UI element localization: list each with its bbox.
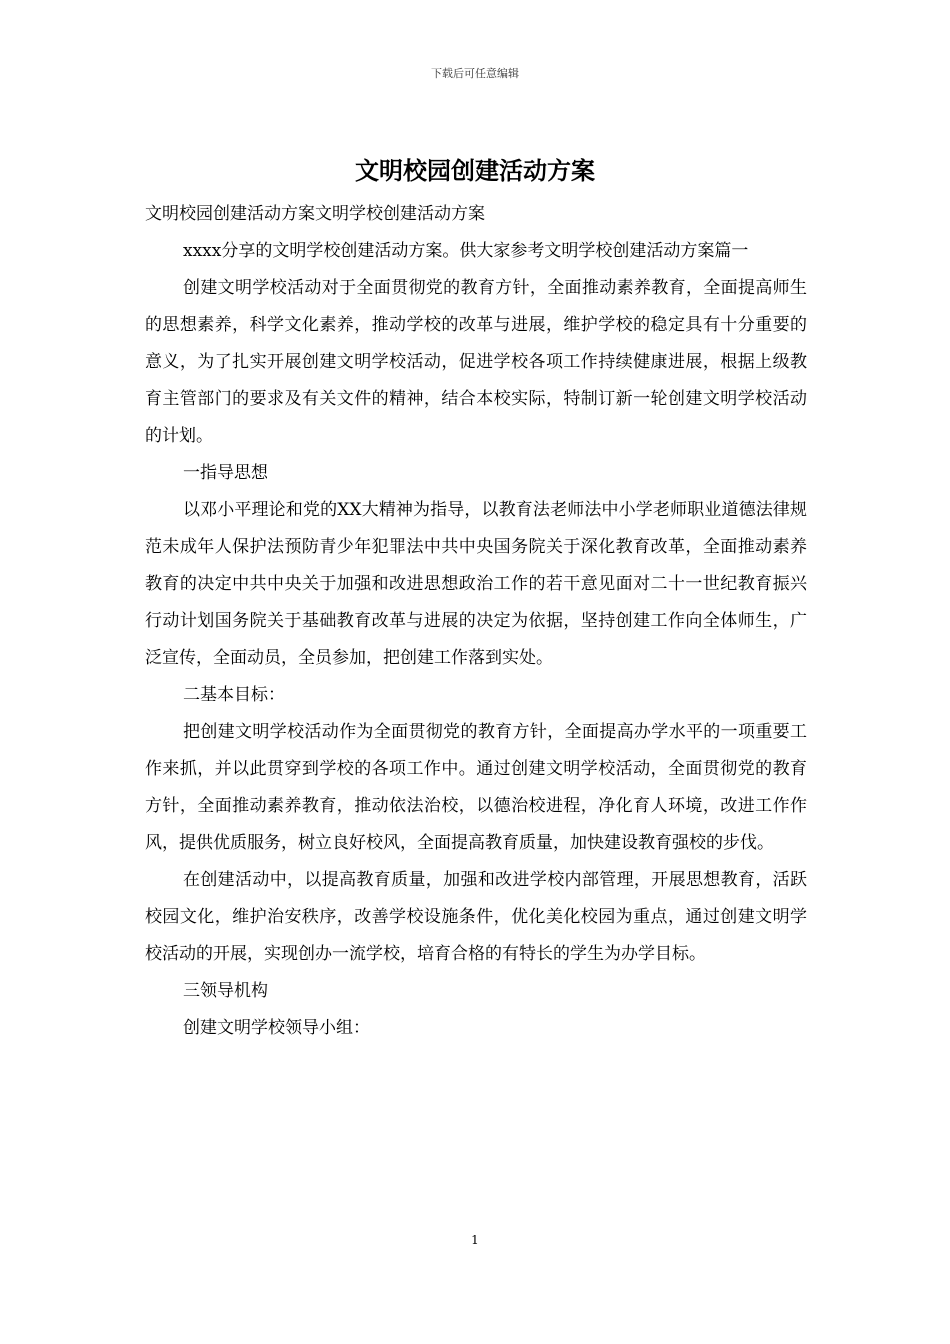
body-paragraph: 以邓小平理论和党的XX大精神为指导，以教育法老师法中小学老师职业道德法律规范未成年人保护法预防青少年犯罪法中共中央国务院关于深化教育改革，全面推动素养教育的决定中共中央关于加强和改进思想政治工作的若干意见面对二十一世纪教育振兴行动计划国务院关于基础教育改革与进展的决定为依据，坚持创建工作向全体师生，广泛宣传，全面动员，全员参加，把创建工作落到实处。 [145, 500, 807, 668]
body-paragraph: 创建文明学校领导小组： [183, 1018, 370, 1038]
body-paragraph: 把创建文明学校活动作为全面贯彻党的教育方针，全面提高办学水平的一项重要工作来抓，并以此贯穿到学校的各项工作中。通过创建文明学校活动，全面贯彻党的教育方针，全面推动素养教育，推动依法治校，以德治校进程，净化育人环境，改进工作作风，提供优质服务，树立良好校风，全面提高教育质量，加快建设教育强校的步伐。 [145, 722, 807, 853]
document-title: 文明校园创建活动方案 [355, 156, 595, 185]
body-paragraph: 在创建活动中，以提高教育质量，加强和改进学校内部管理，开展思想教育，活跃校园文化，维护治安秩序，改善学校设施条件，优化美化校园为重点，通过创建文明学校活动的开展，实现创办一流学校，培育合格的有特长的学生为办学目标。 [145, 870, 807, 964]
body-paragraph: 创建文明学校活动对于全面贯彻党的教育方针，全面推动素养教育，全面提高师生的思想素养，科学文化素养，推动学校的改革与进展，维护学校的稳定具有十分重要的意义，为了扎实开展创建文明学校活动，促进学校各项工作持续健康进展，根据上级教育主管部门的要求及有关文件的精神，结合本校实际，特制订新一轮创建文明学校活动的计划。 [145, 278, 807, 446]
page-number: 1 [471, 1233, 479, 1247]
document-body [145, 196, 807, 1047]
section-heading-guiding-thought: 一指导思想 [183, 463, 268, 483]
page-header: 下载后可任意编辑 [431, 67, 519, 80]
intro-paragraph: xxxx分享的文明学校创建活动方案。供大家参考文明学校创建活动方案篇一 [183, 241, 749, 261]
section-heading-basic-goals: 二基本目标： [183, 685, 285, 705]
section-heading-leadership: 三领导机构 [183, 981, 268, 1001]
subtitle-paragraph: 文明校园创建活动方案文明学校创建活动方案 [145, 204, 485, 224]
